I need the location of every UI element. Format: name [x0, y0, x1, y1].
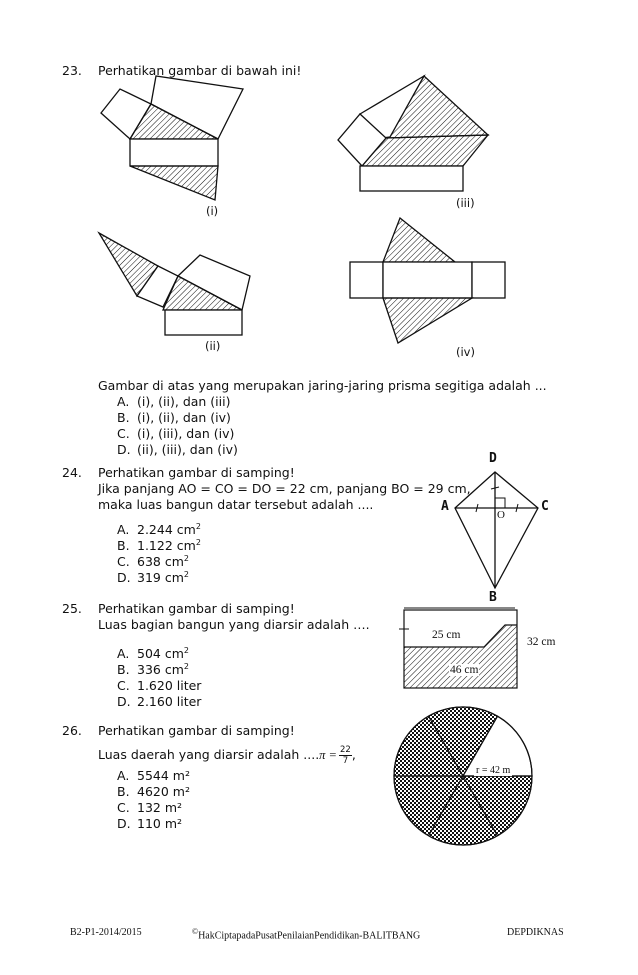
footer-copyright: ©HakCiptapadaPusatPenilaianPendidikan-BALITBANG	[192, 927, 421, 942]
q26-option-c[interactable]: C. 132 m²	[117, 800, 183, 815]
q26-option-d[interactable]: D. 110 m²	[117, 816, 183, 831]
kite-label-d: D	[489, 451, 497, 466]
q24-option-b[interactable]: B. 1.122 $cm^2$	[117, 538, 201, 554]
fig-label-iv: (iv)	[456, 345, 475, 359]
q23-prompt: Perhatikan gambar di bawah ini!	[98, 63, 302, 78]
kite-label-b: B	[489, 590, 497, 605]
q25-label-32cm: 32 cm	[527, 636, 556, 648]
q25-line-2: Luas bagian bangun yang diarsir adalah ….	[98, 617, 370, 632]
q23-option-c[interactable]: C. (i), (iii), dan (iv)	[117, 426, 235, 441]
fig-label-i: (i)	[206, 204, 219, 218]
kite-label-a: A	[441, 499, 449, 514]
q23-number: 23.	[62, 63, 82, 78]
q24-option-c[interactable]: C. 638 $cm^2$	[117, 554, 189, 570]
q24-line-1: Perhatikan gambar di samping!	[98, 465, 295, 480]
q23-option-a[interactable]: A. (i), (ii), dan (iii)	[117, 394, 231, 409]
pi-fraction: $\frac{22}{7}$	[340, 745, 351, 766]
kite-label-o: O	[497, 509, 505, 521]
q26-prompt: Perhatikan gambar di samping!	[98, 723, 295, 738]
q24-line-2: Jika panjang AO = CO = DO = 22 cm, panjang BO = 29 cm,	[98, 481, 471, 496]
q26-radius-label: r = 42 m	[476, 765, 511, 776]
q25-line-1: Perhatikan gambar di samping!	[98, 601, 295, 616]
q24-option-d[interactable]: D. 319 $cm^2$	[117, 570, 189, 586]
q25-number: 25.	[62, 601, 82, 616]
q25-option-d[interactable]: D. 2.160 liter	[117, 694, 202, 709]
q23-question: Gambar di atas yang merupakan jaring-jaring prisma segitiga adalah ...	[98, 378, 547, 393]
fig-label-ii: (ii)	[205, 339, 221, 353]
q25-option-c[interactable]: C. 1.620 liter	[117, 678, 202, 693]
footer-depdiknas: DEPDIKNAS	[507, 927, 564, 938]
q26-option-a[interactable]: A. 5544 m²	[117, 768, 190, 783]
q23-option-d[interactable]: D. (ii), (iii), dan (iv)	[117, 442, 238, 457]
q24-number: 24.	[62, 465, 82, 480]
kite-label-c: C	[541, 499, 549, 514]
q25-label-25cm: 25 cm	[432, 629, 461, 641]
footer-code: B2-P1-2014/2015	[70, 927, 142, 938]
q24-option-a[interactable]: A. 2.244 $cm^2$	[117, 522, 201, 538]
q25-label-46cm: 46 cm	[450, 664, 479, 676]
q26-question: Luas daerah yang diarsir adalah ....π = $\frac{22}{7}$ ,	[98, 745, 356, 766]
q26-number: 26.	[62, 723, 82, 738]
q25-option-b[interactable]: B. 336 $cm^2$	[117, 662, 189, 678]
q26-option-b[interactable]: B. 4620 m²	[117, 784, 190, 799]
fig-label-iii: (iii)	[456, 196, 475, 210]
q23-option-b[interactable]: B. (i), (ii), dan (iv)	[117, 410, 231, 425]
q24-line-3: maka luas bangun datar tersebut adalah ....	[98, 497, 374, 512]
q25-option-a[interactable]: A. 504 $cm^2$	[117, 646, 189, 662]
